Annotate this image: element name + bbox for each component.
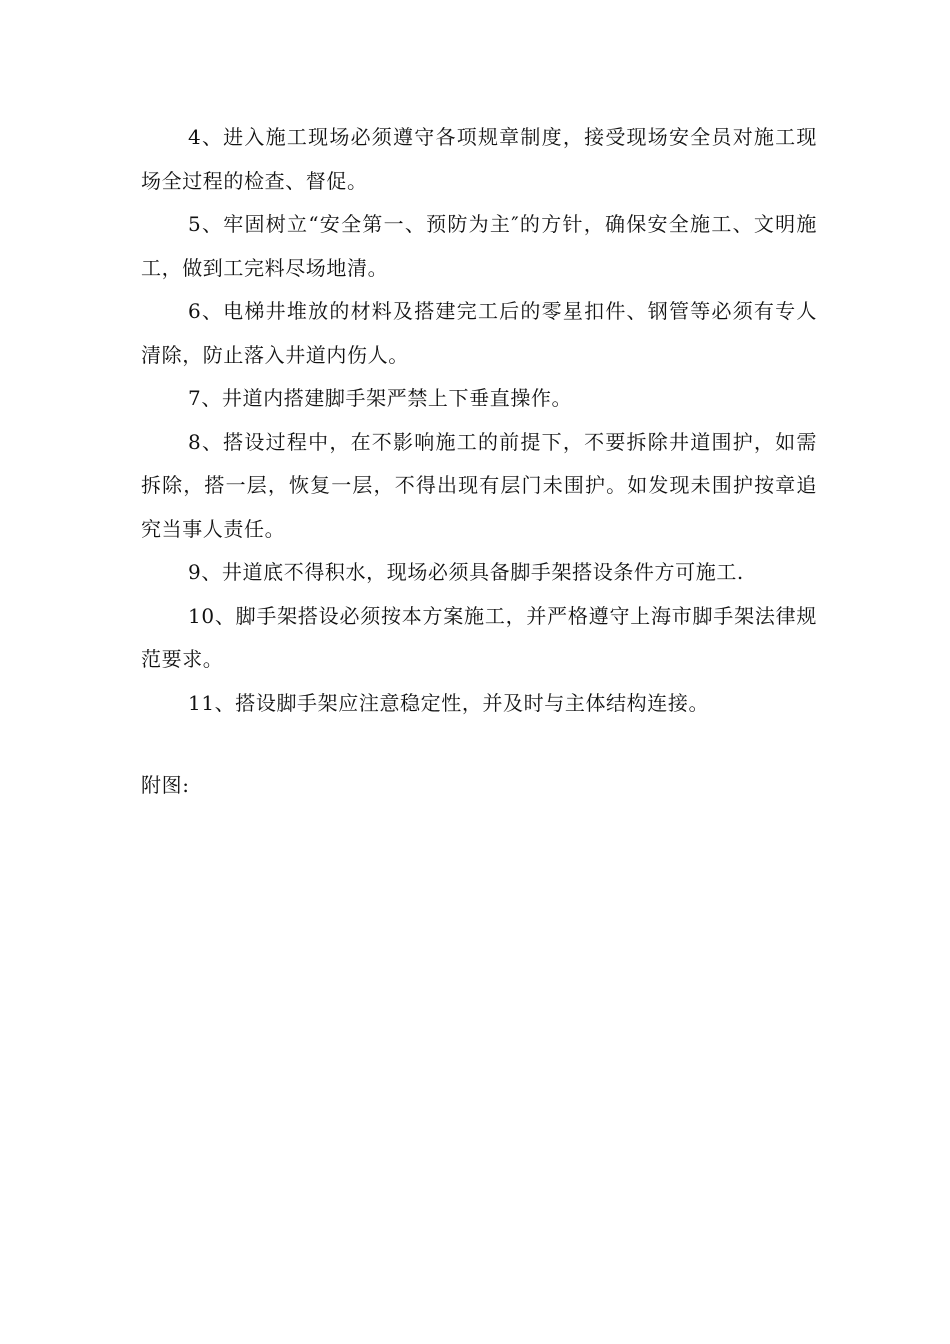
paragraph-item-4: 4、进入施工现场必须遵守各项规章制度，接受现场安全员对施工现场全过程的检查、督促。 — [141, 125, 817, 193]
paragraph-item-5: 5、牢固树立“安全第一、预防为主″的方针，确保安全施工、文明施工，做到工完料尽场地清。 — [141, 212, 817, 280]
document-body — [141, 116, 817, 725]
paragraph-item-7: 7、井道内搭建脚手架严禁上下垂直操作。 — [188, 386, 573, 410]
paragraph-item-6: 6、电梯井堆放的材料及搭建完工后的零星扣件、钢管等必须有专人清除，防止落入井道内伤人。 — [141, 299, 817, 367]
paragraph-item-11: 11、搭设脚手架应注意稳定性，并及时与主体结构连接。 — [188, 690, 710, 715]
paragraph-item-8: 8、搭设过程中，在不影响施工的前提下，不要拆除井道围护，如需拆除，搭一层，恢复一层，不得出现有层门未围护。如发现未围护按章追究当事人责任。 — [141, 429, 817, 541]
paragraph-item-9: 9、井道底不得积水，现场必须具备脚手架搭设条件方可施工. — [188, 560, 744, 584]
paragraph-item-10: 10、脚手架搭设必须按本方案施工，并严格遵守上海市脚手架法律规范要求。 — [141, 603, 817, 671]
attachment-label: 附图: — [141, 773, 190, 797]
